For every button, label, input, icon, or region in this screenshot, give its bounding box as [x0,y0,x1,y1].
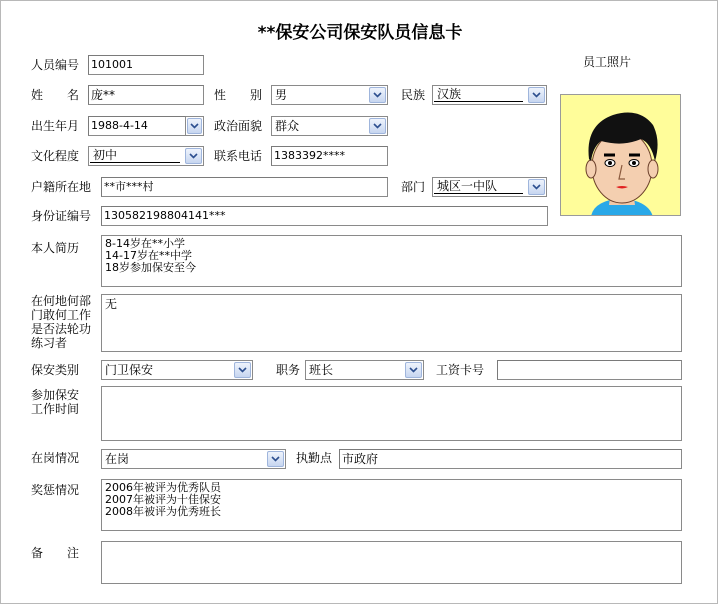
falun-textarea[interactable] [101,294,682,352]
duty-point-field[interactable]: 市政府 [339,449,682,469]
resume-line: 8-14岁在**小学 [105,237,185,250]
awards-label: 奖惩情况 [31,483,80,497]
chevron-down-icon[interactable] [369,118,386,134]
residence-label: 户籍所在地 [31,180,92,194]
salary-card-field[interactable] [497,360,682,380]
gender-value: 男 [275,88,288,102]
gender-select[interactable] [271,85,388,105]
remarks-label: 备 注 [31,546,80,560]
duty-status-label: 在岗情况 [31,451,80,465]
falun-label-line: 是否法轮功 [31,322,92,336]
residence-field[interactable]: **市***村 [101,177,388,197]
resume-label: 本人简历 [31,241,80,255]
join-time-textarea[interactable] [101,386,682,441]
department-label: 部门 [401,180,426,194]
birth-field[interactable]: 1988-4-14 [88,116,186,136]
guard-type-label: 保安类别 [31,363,80,377]
ethnicity-value: 汉族 [434,86,523,102]
position-select[interactable] [305,360,424,380]
join-time-label [31,388,79,416]
chevron-down-icon[interactable] [234,362,251,378]
falun-value: 无 [105,297,118,311]
chevron-down-icon[interactable] [267,451,284,467]
chevron-down-icon[interactable] [187,118,202,134]
position-label: 职务 [276,363,301,377]
ethnicity-select[interactable] [432,85,547,105]
duty-status-select[interactable] [101,449,286,469]
remarks-textarea[interactable] [101,541,682,584]
employee-no-field[interactable]: 101001 [88,55,204,75]
gender-label: 性 别 [214,88,263,102]
falun-label-line: 在何地何部 [31,294,92,308]
person-avatar-icon [561,95,681,216]
resume-line: 18岁参加保安至今 [105,261,196,274]
awards-line: 2008年被评为优秀班长 [105,505,221,518]
id-no-field[interactable]: 130582198804141*** [101,206,548,226]
education-select[interactable] [88,146,204,166]
position-value: 班长 [309,363,334,377]
duty-point-label: 执勤点 [296,451,333,465]
chevron-down-icon[interactable] [405,362,422,378]
name-field[interactable]: 庞** [88,85,204,105]
falun-label [31,294,91,350]
awards-line: 2006年被评为优秀队员 [105,481,221,494]
education-value: 初中 [90,147,180,163]
salary-card-label: 工资卡号 [436,363,485,377]
page-title: **保安公司保安队员信息卡 [257,23,463,43]
photo-label: 员工照片 [583,55,632,69]
join-time-label-line: 参加保安 [31,388,80,402]
political-label: 政治面貌 [214,119,263,133]
political-select[interactable] [271,116,388,136]
department-select[interactable] [432,177,547,197]
education-label: 文化程度 [31,149,80,163]
phone-field[interactable]: 1383392**** [271,146,388,166]
falun-label-line: 练习者 [31,336,68,350]
ethnicity-label: 民族 [401,88,426,102]
duty-status-value: 在岗 [105,452,130,466]
id-no-label: 身份证编号 [31,209,92,223]
falun-label-line: 门敢何工作 [31,308,92,322]
chevron-down-icon[interactable] [528,87,545,103]
phone-label: 联系电话 [214,149,263,163]
guard-type-select[interactable] [101,360,253,380]
chevron-down-icon[interactable] [369,87,386,103]
birth-label: 出生年月 [31,119,80,133]
political-value: 群众 [275,119,300,133]
resume-textarea[interactable] [101,235,682,287]
join-time-label-line: 工作时间 [31,402,80,416]
awards-textarea[interactable] [101,479,682,531]
awards-line: 2007年被评为十佳保安 [105,493,221,506]
chevron-down-icon[interactable] [185,148,202,164]
department-value: 城区一中队 [434,178,523,194]
guard-type-value: 门卫保安 [105,363,154,377]
resume-line: 14-17岁在**中学 [105,249,192,262]
employee-no-label: 人员编号 [31,58,80,72]
chevron-down-icon[interactable] [528,179,545,195]
employee-photo [560,94,681,216]
birth-dropdown[interactable] [186,116,204,136]
name-label: 姓 名 [31,88,80,102]
